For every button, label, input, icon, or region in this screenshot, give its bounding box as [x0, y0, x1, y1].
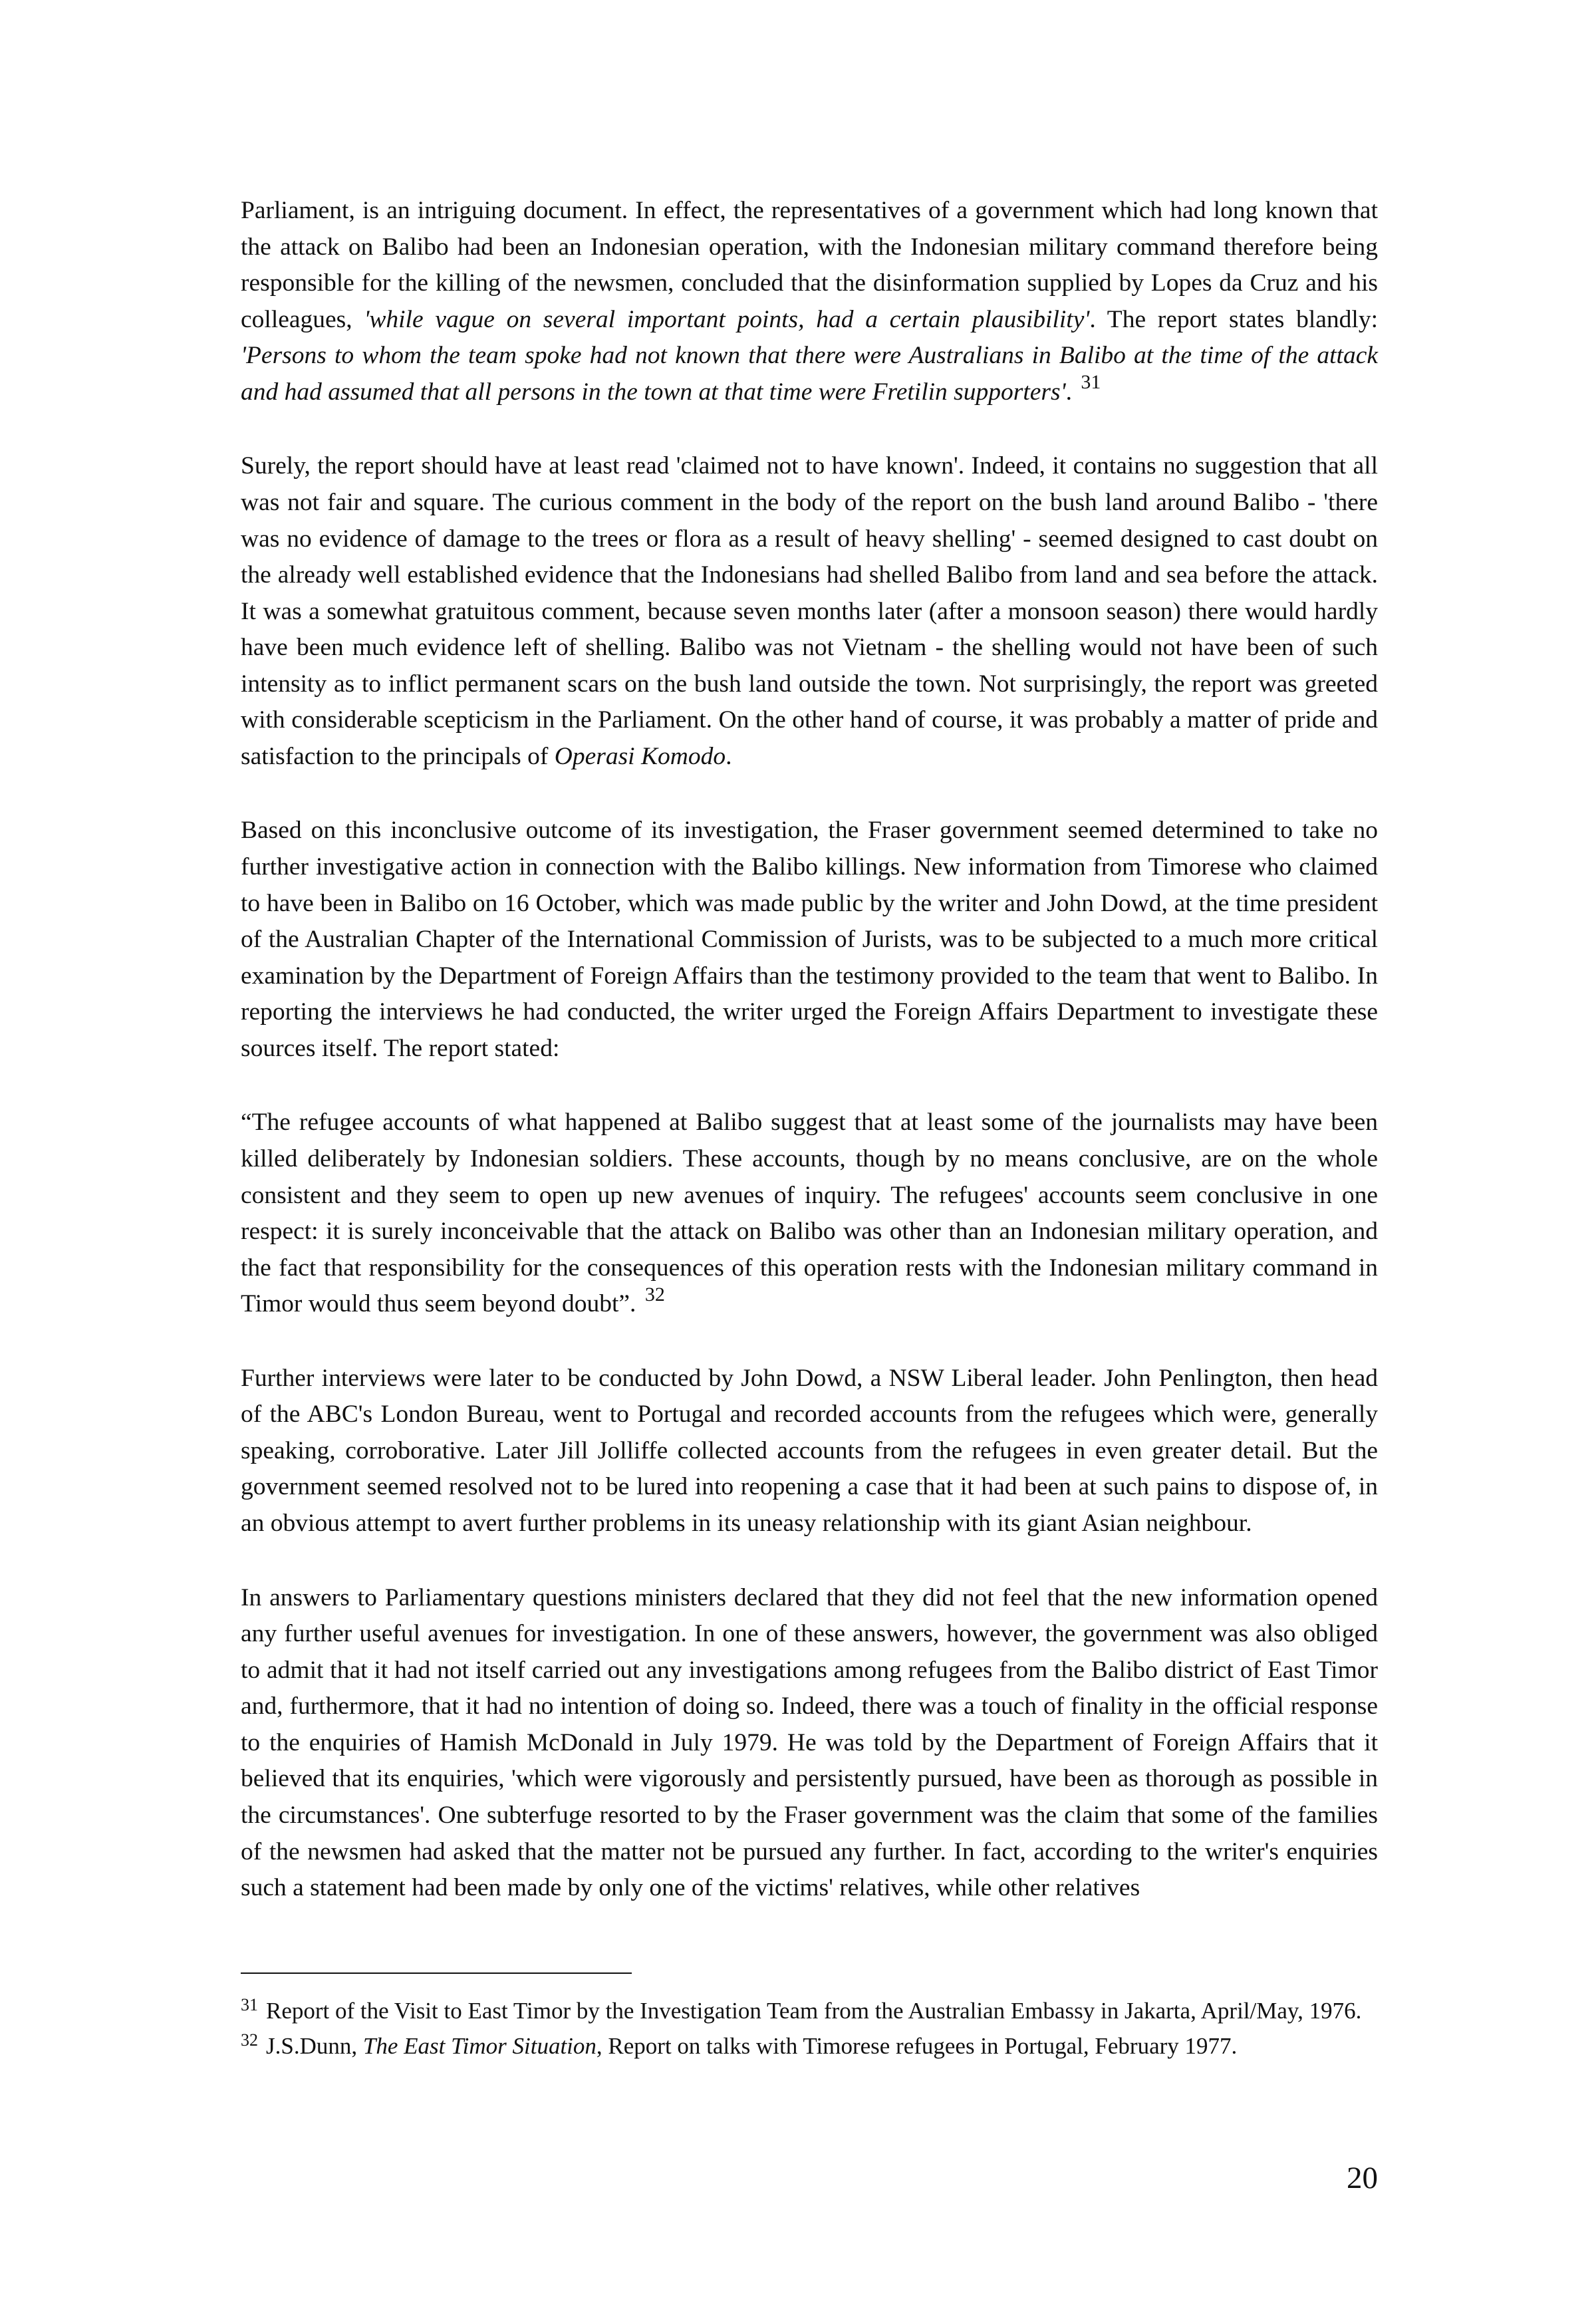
text-run: Report of the Visit to East Timor by the Investigation Team from the Australian Embassy in Jakarta, April/May, 1976. — [266, 1998, 1362, 2024]
footnote-divider — [241, 1972, 632, 1974]
text-run: . — [1065, 378, 1079, 406]
text-run: . The report states blandly: — [1089, 305, 1378, 333]
footnote — [241, 1994, 1378, 2029]
paragraph — [241, 1580, 1378, 1907]
italic-text: Operasi Komodo — [554, 742, 726, 770]
text-run: , Report on talks with Timorese refugees in Portugal, February 1977. — [596, 2032, 1238, 2059]
paragraph — [241, 1105, 1378, 1322]
document-body — [241, 193, 1378, 1945]
paragraph — [241, 1361, 1378, 1542]
footnote-number: 32 — [241, 2030, 258, 2050]
text-run: Parliament, is an intriguing document. In effect, the representatives of a government which had long known that the attack on Balibo had been an Indonesian operation, with the Indonesian military command therefore being responsible for the killing of the newsmen, concluded that the disinformation supplied by Lopes da Cruz and his colleagues, — [241, 197, 1378, 333]
text-run: Based on this inconclusive outcome of its investigation, the Fraser government seemed determined to take no further investigative action in connection with the Balibo killings. New information from Timorese who claimed to have been in Balibo on 16 October, which was made public by the writer and John Dowd, at the time president of the Australian Chapter of the International Commission of Jurists, was to be subjected to a much more critical examination by the Department of Foreign Affairs than the testimony provided to the team that went to Balibo. In reporting the interviews he had conducted, the writer urged the Foreign Affairs Department to investigate these sources itself. The report stated: — [241, 817, 1378, 1062]
paragraph — [241, 193, 1378, 410]
text-run: Further interviews were later to be conducted by John Dowd, a NSW Liberal leader. John Penlington, then head of the ABC's London Bureau, went to Portugal and recorded accounts from the refugees which were, generally speaking, corroborative. Later Jill Jolliffe collected accounts from the refugees in even greater detail. But the government seemed resolved not to be lured into reopening a case that it had been at such pains to dispose of, in an obvious attempt to avert further problems in its uneasy relationship with its giant Asian neighbour. — [241, 1364, 1378, 1537]
footnote — [241, 2029, 1378, 2064]
text-run: . — [726, 742, 732, 770]
text-run: “The refugee accounts of what happened at Balibo suggest that at least some of the journalists may have been killed deliberately by Indonesian soldiers. These accounts, though by no means conclusive, are on the whole consistent and they seem to open up new avenues of inquiry. The refugees' accounts seem conclusive in one respect: it is surely inconceivable that the attack on Balibo was other than an Indonesian military operation, and the fact that responsibility for the consequences of this operation rests with the Indonesian military command in Timor would thus seem beyond doubt”. — [241, 1109, 1378, 1318]
footnote-reference: 32 — [644, 1283, 665, 1305]
italic-text: 'while vague on several important points, had a certain plausibility' — [364, 305, 1090, 333]
paragraph — [241, 813, 1378, 1067]
italic-text: The East Timor Situation — [362, 2032, 597, 2059]
text-run: Surely, the report should have at least read 'claimed not to have known'. Indeed, it contains no suggestion that all was not fair and square. The curious comment in the body of the report on the bush land around Balibo - 'there was no evidence of damage to the trees or flora as a result of heavy shelling' - seemed designed to cast doubt on the already well established evidence that the Indonesians had shelled Balibo from land and sea before the attack. It was a somewhat gratuitous comment, because seven months later (after a monsoon season) there would hardly have been much evidence left of shelling. Balibo was not Vietnam - the shelling would not have been of such intensity as to inflict permanent scars on the bush land outside the town. Not surprisingly, the report was greeted with considerable scepticism in the Parliament. On the other hand of course, it was probably a matter of pride and satisfaction to the principals of — [241, 452, 1378, 770]
footnotes — [241, 1994, 1378, 2064]
page-number: 20 — [1347, 2161, 1378, 2195]
italic-text: 'Persons to whom the team spoke had not known that there were Australians in Balibo at the time of the attack and had assumed that all persons in the town at that time were Fretilin supporters' — [241, 342, 1378, 406]
paragraph — [241, 448, 1378, 775]
text-run: In answers to Parliamentary questions ministers declared that they did not feel that the new information opened any further useful avenues for investigation. In one of these answers, however, the government was also obliged to admit that it had not itself carried out any investigations among refugees from the Balibo district of East Timor and, furthermore, that it had no intention of doing so. Indeed, there was a touch of finality in the official response to the enquiries of Hamish McDonald in July 1979. He was told by the Department of Foreign Affairs that it believed that its enquiries, 'which were vigorously and persistently pursued, have been as thorough as possible in the circumstances'. One subterfuge resorted to by the Fraser government was the claim that some of the families of the newsmen had asked that the matter not be pursued any further. In fact, according to the writer's enquiries such a statement had been made by only one of the victims' relatives, while other relatives — [241, 1583, 1378, 1902]
footnote-reference: 31 — [1081, 371, 1101, 394]
footnote-number: 31 — [241, 1995, 258, 2014]
text-run: J.S.Dunn, — [266, 2032, 363, 2059]
